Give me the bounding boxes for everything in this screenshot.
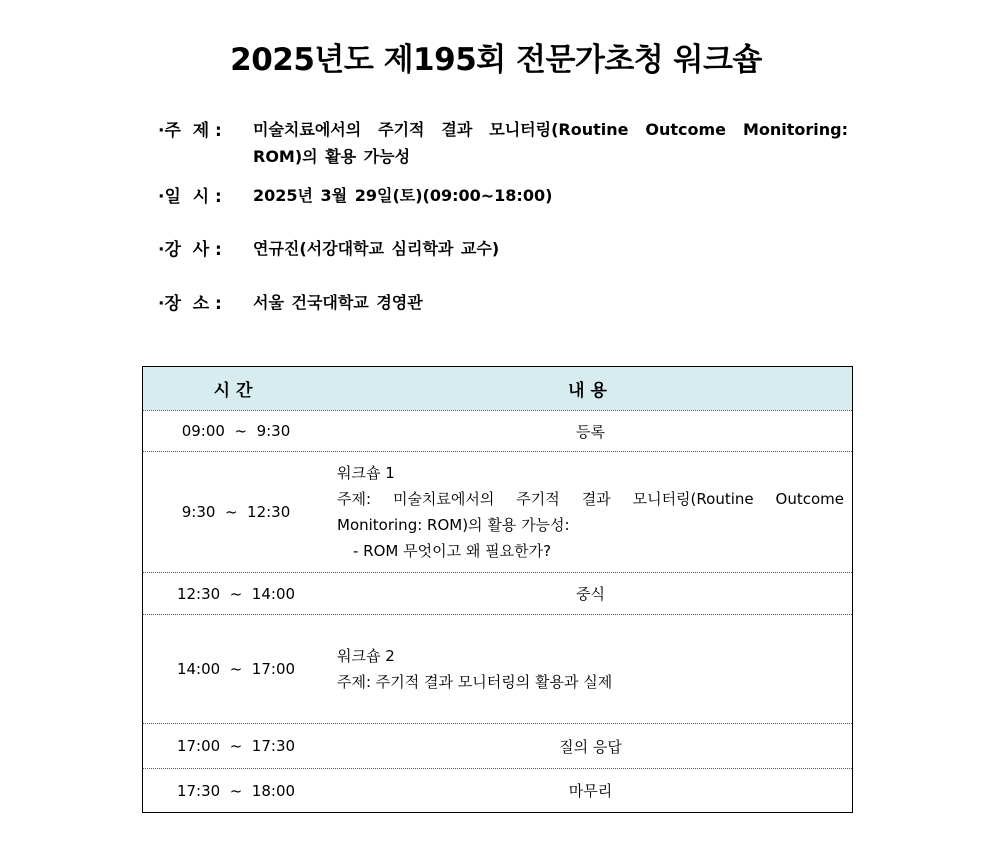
- row-time: 12:30 ~ 14:00: [176, 584, 296, 603]
- table-row: [143, 572, 852, 614]
- info-topic: [158, 116, 848, 170]
- workshop-2-block: [329, 643, 852, 695]
- info-label: ·일 시 :: [158, 187, 222, 207]
- info-value: 연규진(서강대학교 심리학과 교수): [253, 239, 500, 258]
- row-content: 질의 응답: [559, 737, 622, 756]
- info-label: ·강 사 :: [158, 240, 222, 260]
- table-header-row: [143, 367, 852, 410]
- row-time: 17:30 ~ 18:00: [176, 781, 296, 800]
- header-content: 내용: [568, 381, 613, 401]
- row-content: 마무리: [568, 782, 613, 800]
- row-content: [329, 452, 852, 572]
- info-value: 서울 건국대학교 경영관: [253, 293, 423, 312]
- workshop-1-subtopic: - ROM 무엇이고 왜 필요한가?: [353, 542, 552, 560]
- workshop-1-block: [329, 460, 852, 564]
- table-row: [143, 768, 852, 812]
- row-time: 14:00 ~ 17:00: [176, 660, 296, 678]
- info-date: [158, 182, 848, 209]
- workshop-2-topic: 주제: 주기적 결과 모니터링의 활용과 실제: [337, 673, 613, 691]
- table-row: [143, 614, 852, 723]
- workshop-1-topic-line-1: 주제: 미술치료에서의 주기적 결과 모니터링(Routine Outcome: [337, 490, 844, 508]
- row-content: [329, 615, 852, 723]
- info-label: ·장 소 :: [158, 294, 222, 314]
- workshop-1-title: 워크숍 1: [337, 464, 395, 482]
- row-time: 09:00 ~ 9:30: [181, 422, 291, 440]
- table-row: [143, 451, 852, 572]
- topic-line-2: ROM)의 활용 가능성: [253, 147, 411, 166]
- row-time: 9:30 ~ 12:30: [181, 503, 291, 521]
- workshop-2-title: 워크숍 2: [337, 647, 395, 665]
- row-content: 중식: [576, 585, 605, 603]
- info-value: 2025년 3월 29일(토)(09:00~18:00): [253, 186, 553, 205]
- table-row: [143, 410, 852, 451]
- info-location: [158, 289, 848, 316]
- info-speaker: [158, 235, 848, 262]
- row-time: 17:00 ~ 17:30: [176, 737, 296, 755]
- schedule-table: [142, 366, 853, 813]
- info-label: ·주 제 :: [158, 121, 222, 141]
- row-content: 등록: [576, 422, 605, 441]
- header-time: 시간: [213, 381, 259, 401]
- info-value: [253, 116, 848, 170]
- page-title: 2025년도 제195회 전문가초청 워크숍: [230, 42, 762, 78]
- topic-line-1: 미술치료에서의 주기적 결과 모니터링(Routine Outcome Monitoring:: [253, 120, 848, 139]
- workshop-1-topic-line-2: Monitoring: ROM)의 활용 가능성:: [337, 516, 570, 534]
- table-row: [143, 723, 852, 768]
